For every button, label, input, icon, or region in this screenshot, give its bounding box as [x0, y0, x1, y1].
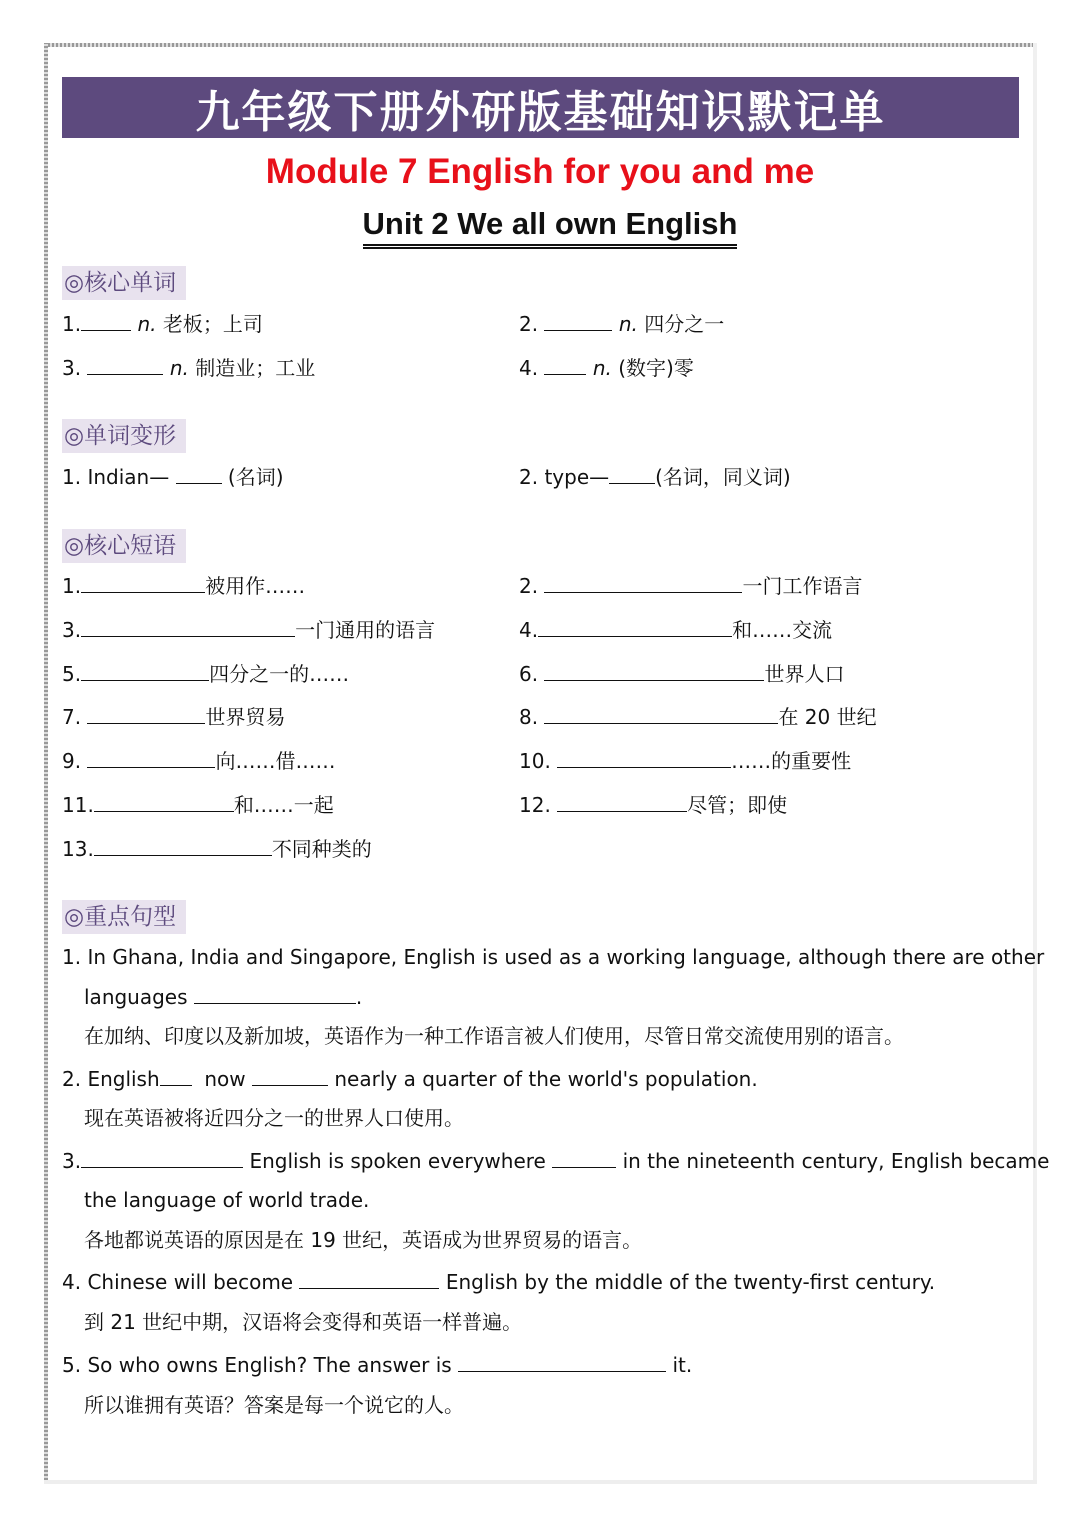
page-border-top	[44, 43, 1037, 47]
answer-blank[interactable]	[94, 837, 272, 856]
word-item-1: 1. n. 老板；上司	[62, 312, 263, 336]
answer-blank[interactable]	[557, 793, 687, 812]
form-item-1: 1. Indian— (名词)	[62, 465, 284, 489]
phrase-item-4: 4. 和……交流	[519, 618, 833, 642]
phrase-item-9: 9. 向……借……	[62, 749, 336, 773]
phrase-item-11: 11. 和……一起	[62, 793, 334, 817]
section-core-phrases: ◎核心短语	[62, 529, 186, 563]
phrase-item-6: 6. 世界人口	[519, 662, 845, 686]
answer-blank[interactable]	[544, 662, 764, 681]
answer-blank[interactable]	[81, 312, 131, 331]
page-banner: 九年级下册外研版基础知识默记单	[62, 77, 1019, 138]
section-word-forms: ◎单词变形	[62, 419, 186, 453]
answer-blank[interactable]	[299, 1270, 439, 1289]
sentence-5-line-1: 5. So who owns English? The answer is it.	[62, 1353, 693, 1377]
answer-blank[interactable]	[458, 1353, 666, 1372]
answer-blank[interactable]	[538, 618, 732, 637]
answer-blank[interactable]	[81, 618, 295, 637]
page-border-right	[1033, 43, 1037, 1484]
answer-blank[interactable]	[87, 705, 205, 724]
section-key-sentences: ◎重点句型	[62, 900, 186, 934]
answer-blank[interactable]	[160, 1067, 192, 1086]
answer-blank[interactable]	[544, 356, 586, 375]
answer-blank[interactable]	[609, 465, 655, 484]
sentence-2-line-1: 2. English now nearly a quarter of the world's population.	[62, 1067, 758, 1091]
answer-blank[interactable]	[94, 793, 234, 812]
answer-blank[interactable]	[544, 705, 778, 724]
sentence-3-line-1: 3. English is spoken everywhere in the nineteenth century, English became	[62, 1149, 1050, 1173]
phrase-item-13: 13. 不同种类的	[62, 837, 372, 861]
answer-blank[interactable]	[552, 1149, 616, 1168]
phrase-item-3: 3. 一门通用的语言	[62, 618, 436, 642]
phrase-item-7: 7. 世界贸易	[62, 705, 286, 729]
unit-title	[0, 206, 1080, 249]
phrase-item-12: 12. 尽管；即使	[519, 793, 788, 817]
unit-title-text: Unit 2 We all own English	[363, 206, 738, 249]
answer-blank[interactable]	[194, 985, 356, 1004]
sentence-3-line-2: the language of world trade.	[84, 1188, 370, 1212]
answer-blank[interactable]	[544, 312, 612, 331]
answer-blank[interactable]	[252, 1067, 328, 1086]
sentence-1-translation: 在加纳、印度以及新加坡，英语作为一种工作语言被人们使用，尽管日常交流使用别的语言。	[84, 1024, 904, 1048]
module-title: Module 7 English for you and me	[265, 152, 815, 191]
sentence-1-line-1: 1. In Ghana, India and Singapore, English is used as a working language, although there are other	[62, 945, 1045, 969]
answer-blank[interactable]	[81, 574, 205, 593]
answer-blank[interactable]	[87, 356, 163, 375]
phrase-item-5: 5. 四分之一的……	[62, 662, 350, 686]
sentence-4-line-1: 4. Chinese will become English by the middle of the twenty-first century.	[62, 1270, 936, 1294]
answer-blank[interactable]	[544, 574, 742, 593]
sentence-4-translation: 到 21 世纪中期，汉语将会变得和英语一样普遍。	[84, 1310, 523, 1334]
phrase-item-10: 10. ……的重要性	[519, 749, 852, 773]
answer-blank[interactable]	[87, 749, 215, 768]
section-core-words: ◎核心单词	[62, 266, 186, 300]
sentence-3-translation: 各地都说英语的原因是在 19 世纪，英语成为世界贸易的语言。	[84, 1228, 643, 1252]
sentence-5-translation: 所以谁拥有英语？答案是每一个说它的人。	[84, 1393, 464, 1417]
answer-blank[interactable]	[81, 1149, 243, 1168]
answer-blank[interactable]	[176, 465, 222, 484]
word-item-2: 2. n. 四分之一	[519, 312, 725, 336]
phrase-item-8: 8. 在 20 世纪	[519, 705, 877, 729]
form-item-2: 2. type— (名词，同义词)	[519, 465, 791, 489]
answer-blank[interactable]	[81, 662, 209, 681]
word-item-4: 4. n. (数字)零	[519, 356, 694, 380]
page-border-left	[44, 43, 48, 1484]
phrase-item-2: 2. 一门工作语言	[519, 574, 863, 598]
phrase-item-1: 1. 被用作……	[62, 574, 306, 598]
page-border-bottom	[44, 1480, 1037, 1484]
sentence-1-line-2: languages .	[84, 985, 363, 1009]
answer-blank[interactable]	[557, 749, 731, 768]
word-item-3: 3. n. 制造业；工业	[62, 356, 316, 380]
sentence-2-translation: 现在英语被将近四分之一的世界人口使用。	[84, 1106, 464, 1130]
